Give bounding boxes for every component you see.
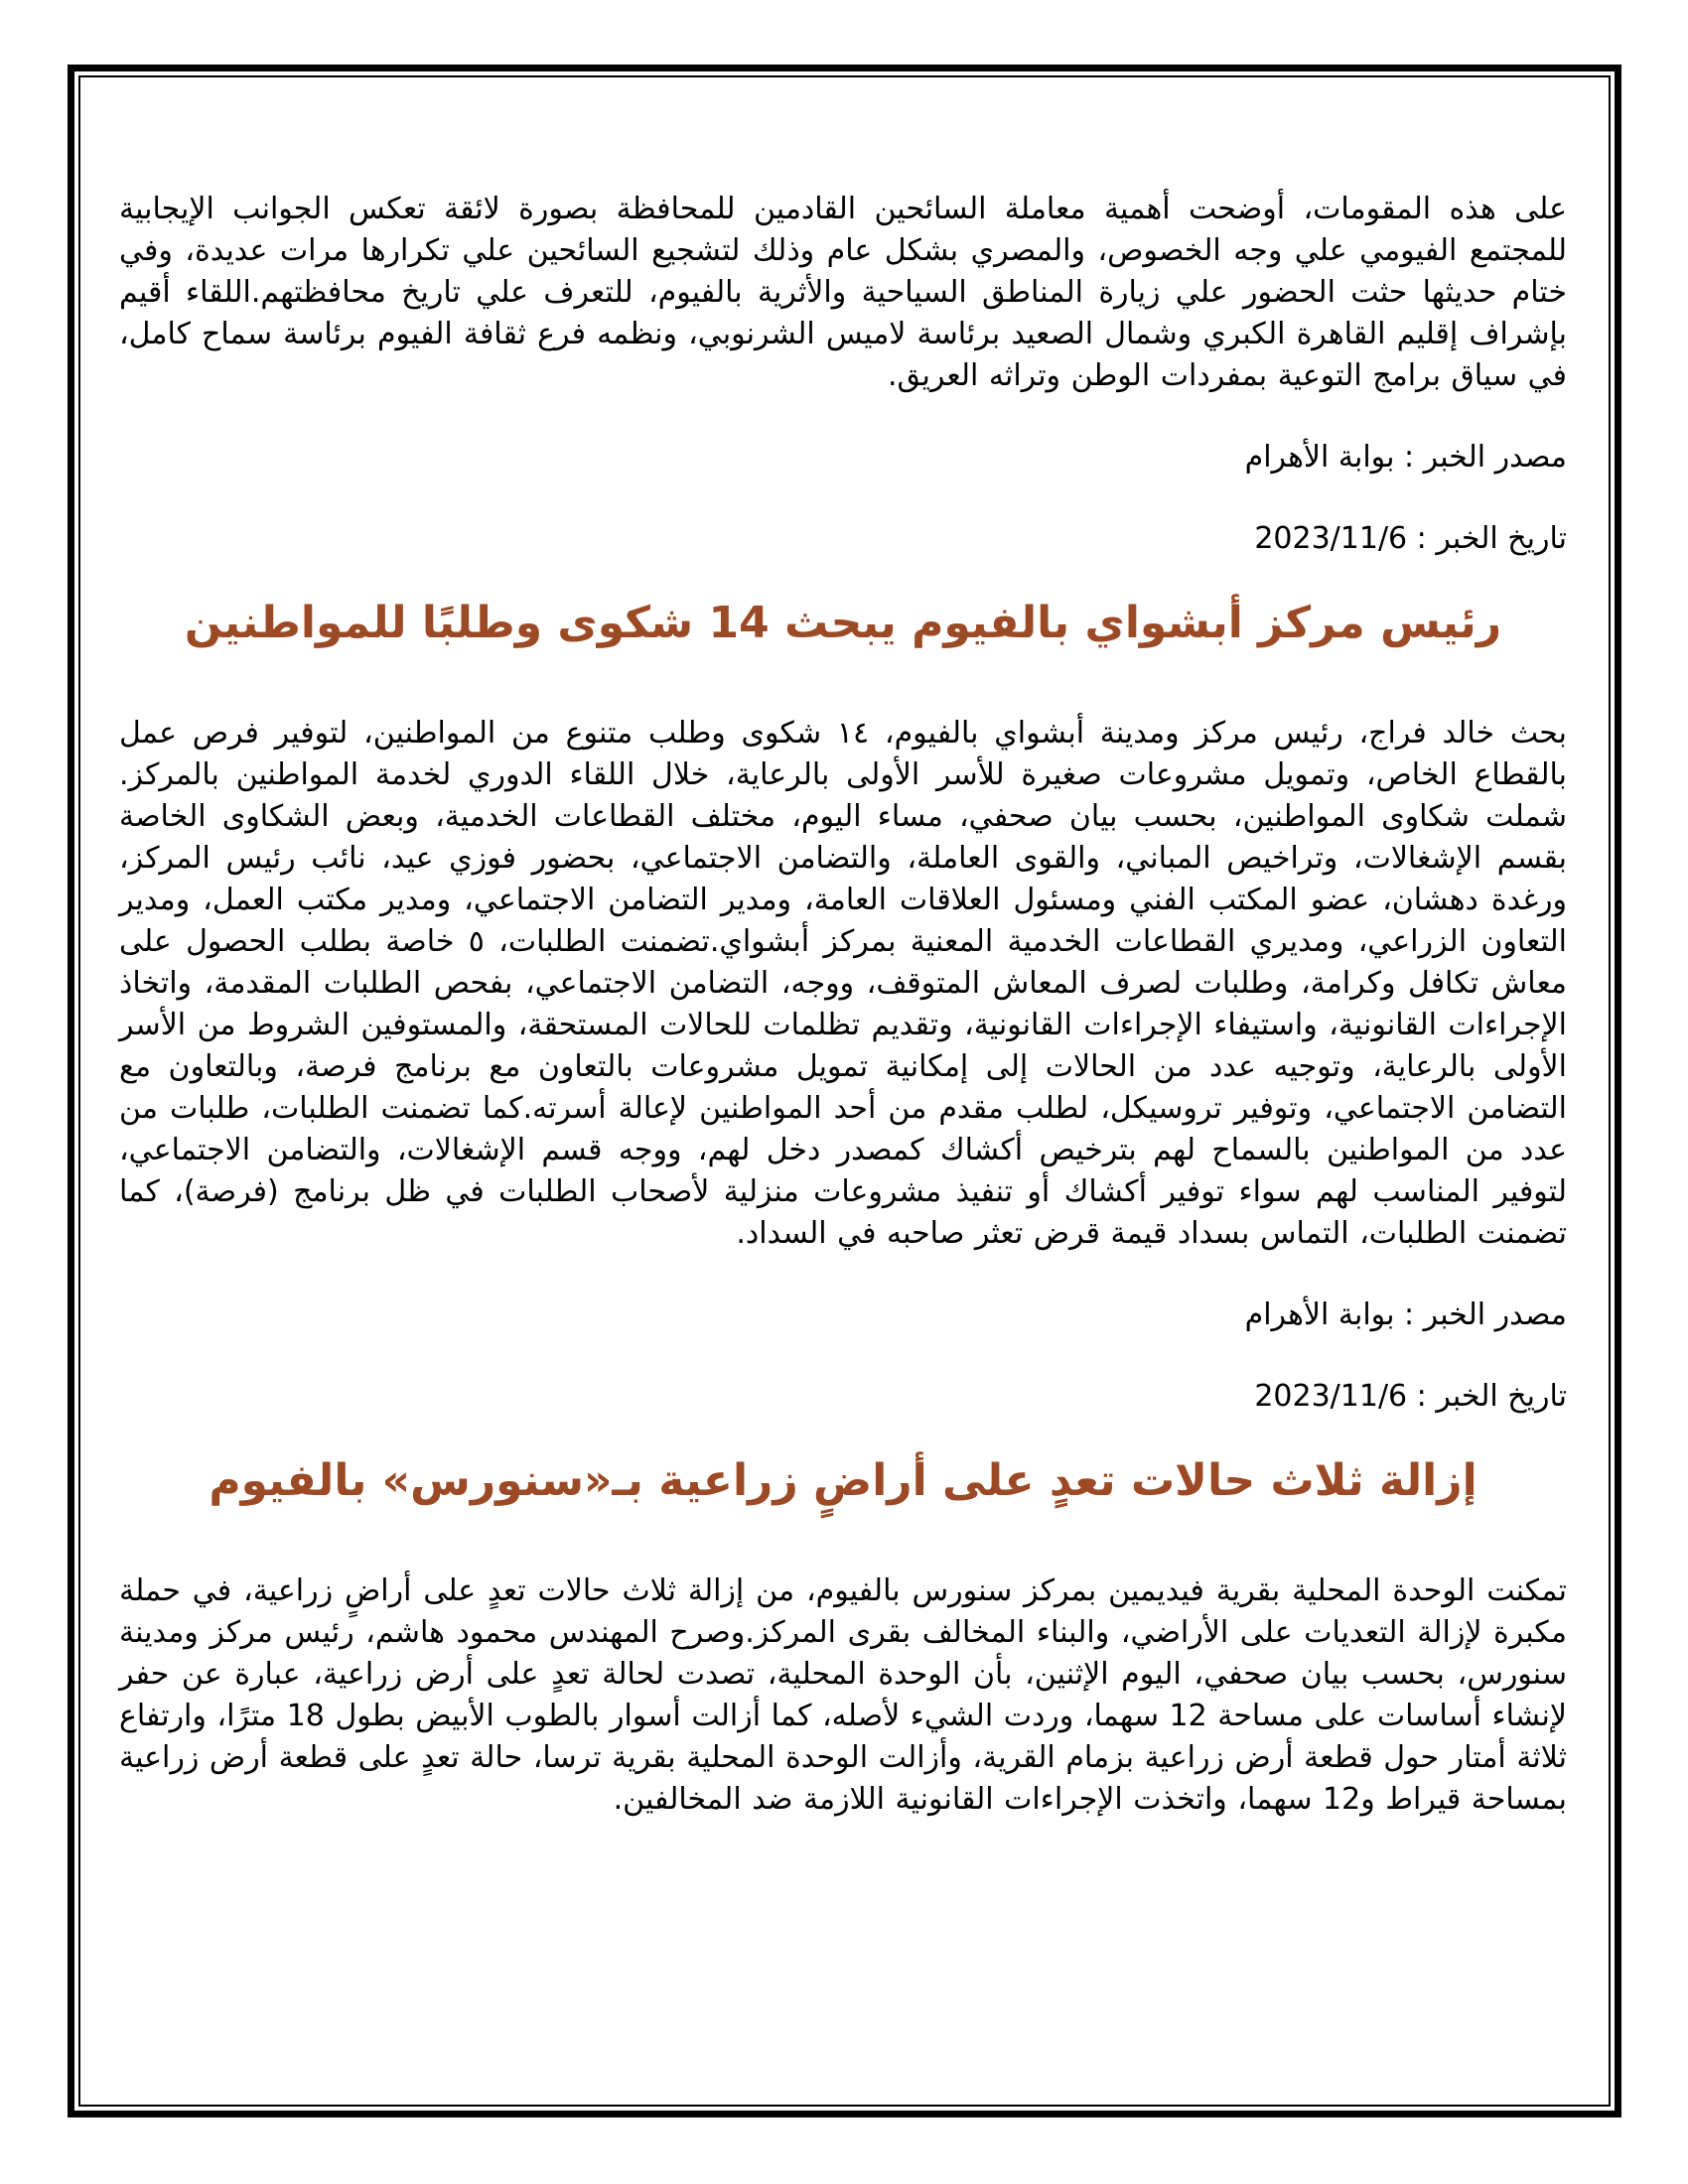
article-2-body: بحث خالد فراج، رئيس مركز ومدينة أبشواي بالفيوم، ١٤ شكوى وطلب متنوع من المواطنين، لتوفير فرص عمل بالقطاع الخاص، وتمويل مشروعات صغيرة للأسر الأولى بالرعاية، خلال اللقاء الدوري لخدمة المواطنين بالمركز. شملت شكاوى المواطنين، بحسب بيان صحفي، مساء اليوم، مختلف القطاعات الخدمية، وبعض الشكاوى الخاصة بقسم الإشغالات، وتراخيص المباني، والقوى العاملة، والتضامن الاجتماعي، بحضور فوزي عيد، نائب رئيس المركز، ورغدة دهشان، عضو المكتب الفني ومسئول العلاقات العامة، ومدير التضامن الاجتماعي، ومدير مكتب العمل، ومدير التعاون الزراعي، ومديري القطاعات الخدمية المعنية بمركز أبشواي.تضمنت الطلبات، ٥ خاصة بطلب الحصول على معاش تكافل وكرامة، وطلبات لصرف المعاش المتوقف، ووجه، التضامن الاجتماعي، بفحص الطلبات المقدمة، واتخاذ الإجراءات القانونية، واستيفاء الإجراءات القانونية، وتقديم تظلمات للحالات المستحقة، والمستوفين الشروط من الأسر الأولى بالرعاية، وتوجيه عدد من الحالات إلى إمكانية تمويل مشروعات بالتعاون مع برنامج فرصة، وبالتعاون مع التضامن الاجتماعي، وتوفير تروسيكل، لطلب مقدم من أحد المواطنين لإعالة أسرته.كما تضمنت الطلبات، طلبات من عدد من المواطنين بالسماح لهم بترخيص أكشاك كمصدر دخل لهم، ووجه قسم الإشغالات، والتضامن الاجتماعي، لتوفير المناسب لهم سواء توفير أكشاك أو تنفيذ مشروعات منزلية لأصحاب الطلبات في ظل برنامج (فرصة)، كما تضمنت الطلبات، التماس بسداد قيمة قرض تعثر صاحبه في السداد. <box>119 716 1567 1251</box>
article-2-date-line: تاريخ الخبر : 2023/11/6 <box>1254 1379 1567 1414</box>
article-3-heading: إزالة ثلاث حالات تعدٍ على أراضٍ زراعية بـ«سنورس» بالفيوم <box>209 1455 1477 1506</box>
document-content <box>119 0 1567 1821</box>
article-1-body-continuation: على هذه المقومات، أوضحت أهمية معاملة السائحين القادمين للمحافظة بصورة لائقة تعكس الجوانب الإيجابية للمجتمع الفيومي علي وجه الخصوص، والمصري بشكل عام وذلك لتشجيع السائحين علي تكرارها مرات عديدة، وفي ختام حديثها حثت الحضور علي زيارة المناطق السياحية والأثرية بالفيوم، للتعرف علي تاريخ محافظتهم.اللقاء أقيم بإشراف إقليم القاهرة الكبري وشمال الصعيد برئاسة لاميس الشرنوبي، ونظمه فرع ثقافة الفيوم برئاسة سماح كامل، في سياق برامج التوعية بمفردات الوطن وتراثه العريق. <box>119 192 1567 393</box>
article-1-date-line: تاريخ الخبر : 2023/11/6 <box>1254 521 1567 556</box>
article-2-source-line: مصدر الخبر : بوابة الأهرام <box>1244 1297 1567 1332</box>
article-1-source-line: مصدر الخبر : بوابة الأهرام <box>1244 440 1567 475</box>
article-2-heading: رئيس مركز أبشواي بالفيوم يبحث 14 شكوى وطلبًا للمواطنين <box>184 598 1502 648</box>
article-3-body: تمكنت الوحدة المحلية بقرية فيديمين بمركز سنورس بالفيوم، من إزالة ثلاث حالات تعدٍ على أراضٍ زراعية، في حملة مكبرة لإزالة التعديات على الأراضي، والبناء المخالف بقرى المركز.وصرح المهندس محمود هاشم، رئيس مركز ومدينة سنورس، بحسب بيان صحفي، اليوم الإثنين، بأن الوحدة المحلية، تصدت لحالة تعدٍ على أرض زراعية، عبارة عن حفر لإنشاء أساسات على مساحة 12 سهما، وردت الشيء لأصله، كما أزالت أسوار بالطوب الأبيض بطول 18 مترًا، وارتفاع ثلاثة أمتار حول قطعة أرض زراعية بزمام القرية، وأزالت الوحدة المحلية بقرية ترسا، حالة تعدٍ على قطعة أرض زراعية بمساحة قيراط و12 سهما، واتخذت الإجراءات القانونية اللازمة ضد المخالفين. <box>119 1573 1568 1817</box>
